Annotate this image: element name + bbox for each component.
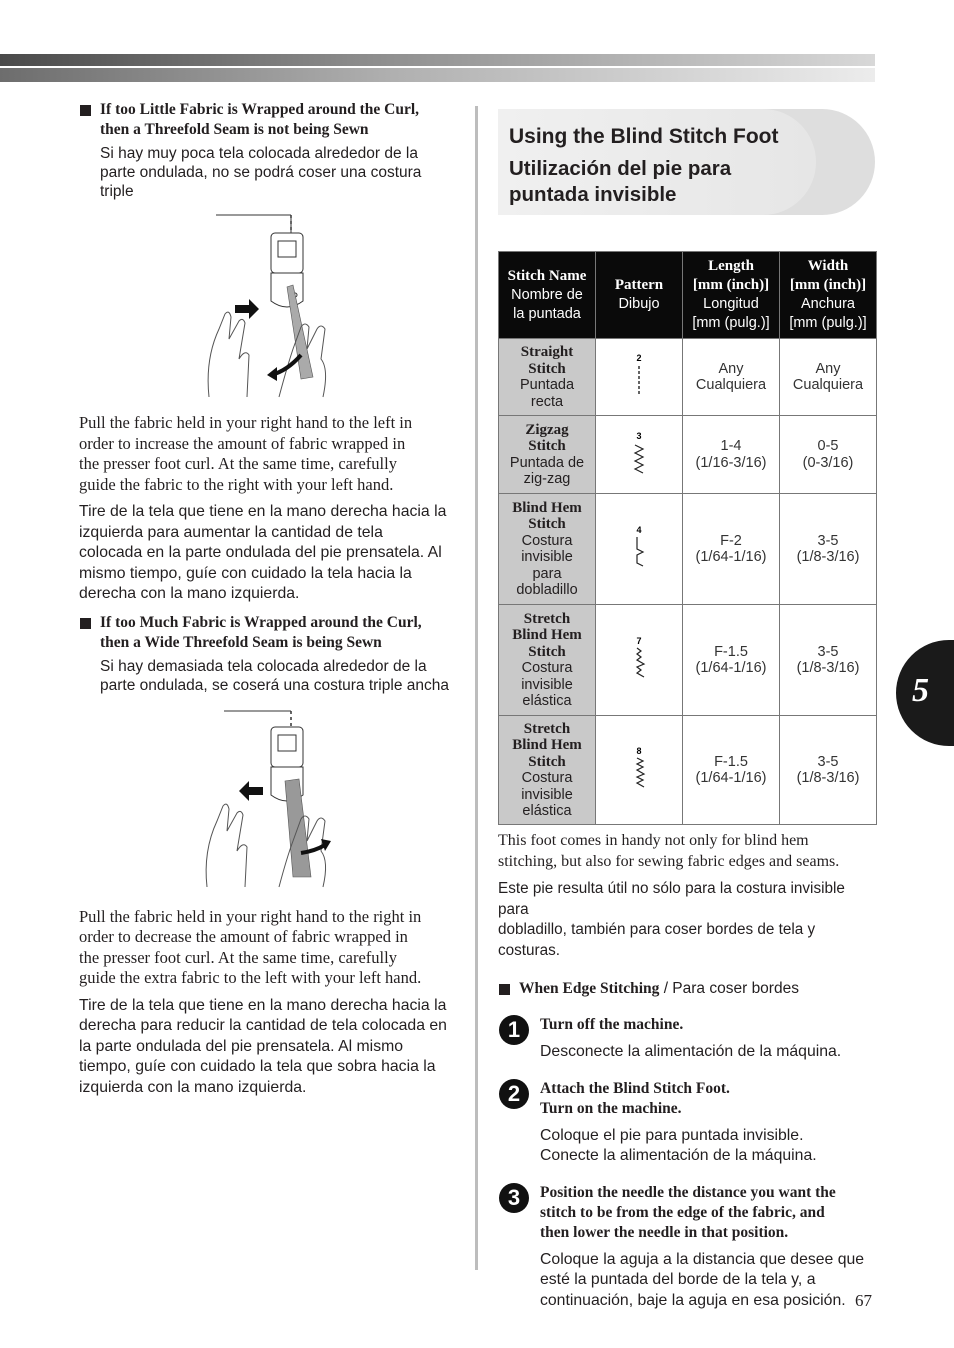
step-1 (498, 1015, 878, 1063)
step-3 (498, 1183, 878, 1312)
stitch-length: F-2 (1/64-1/16) (683, 494, 780, 605)
step-list (498, 1015, 878, 1311)
stitch-name: Zigzag Stitch Puntada de zig-zag (499, 416, 596, 494)
table-row (499, 339, 877, 416)
edge-stitching-heading: When Edge Stitching / Para coser bordes (498, 979, 878, 999)
header-width: Width [mm (inch)] Anchura [mm (pulg.)] (780, 252, 877, 339)
stitch-pattern (596, 716, 683, 825)
instruction-en-2: Pull the fabric held in your right hand to the right in order to decrease the amount of fabric wrapped in the presser foot curl. At the same time, carefully guide the extra fabric to the left with your left hand. (79, 906, 422, 987)
step-number-1: 1 (499, 1015, 529, 1045)
step-2 (498, 1079, 878, 1167)
section-title-en: Using the Blind Stitch Foot (509, 125, 779, 148)
stitch-name: Blind Hem Stitch Costura invisible para dobladillo (499, 494, 596, 605)
instruction-en-1: Pull the fabric held in your right hand to the left in order to increase the amount of fabric wrapped in the presser foot curl. At the same time, carefully guide the fabric to the right with your left hand. (79, 413, 413, 494)
stitch-name: Stretch Blind Hem Stitch Costura invisible elástica (499, 716, 596, 825)
step-1-es: Desconecte la alimentación de la máquina. (540, 1043, 842, 1060)
stitch-width: 0-5 (0-3/16) (780, 416, 877, 494)
page-number: 67 (855, 1291, 872, 1310)
stretch-blind-hem-stitch-icon (629, 746, 649, 790)
stitch-length: 1-4 (1/16-3/16) (683, 416, 780, 494)
stitch-length: Any Cualquiera (683, 339, 780, 416)
illustration-pull-left (79, 209, 459, 405)
section-title-box (498, 109, 875, 215)
stitch-length: F-1.5 (1/64-1/16) (683, 605, 780, 716)
table-row (499, 416, 877, 494)
stitch-table (498, 251, 877, 825)
table-row (499, 605, 877, 716)
svg-text:7: 7 (636, 636, 642, 646)
stitch-width: 3-5 (1/8-3/16) (780, 716, 877, 825)
header-pattern: Pattern Dibujo (596, 252, 683, 339)
stitch-pattern (596, 494, 683, 605)
step-number-2: 2 (499, 1079, 529, 1109)
svg-text:8: 8 (636, 746, 642, 756)
stitch-pattern (596, 339, 683, 416)
instruction-es-1: Tire de la tela que tiene en la mano derecha hacia la izquierda para aumentar la cantidad de tela colocada en la parte ondulada del pie prensatela. Al mismo tiempo, guíe con cuidado la tela hacia la derecha con la mano izquierda. (79, 503, 447, 602)
table-row (499, 716, 877, 825)
section-heading-too-much: If too Much Fabric is Wrapped around the Curl, then a Wide Threefold Seam is being Sewn (79, 613, 459, 653)
stitch-name: Straight Stitch Puntada recta (499, 339, 596, 416)
stitch-pattern (596, 605, 683, 716)
header-bar-light (0, 68, 875, 82)
illustration-pull-right (79, 701, 459, 897)
header-bar-dark (0, 54, 875, 66)
instruction-es-2: Tire de la tela que tiene en la mano derecha hacia la derecha para reducir la cantidad de tela colocada en la parte ondulada del pie prensatela. Al mismo tiempo, guíe con cuidado la tela que sobra hacia la izquierda con la mano izquierda. (79, 996, 447, 1096)
stitch-length: F-1.5 (1/64-1/16) (683, 716, 780, 825)
stitch-name: Stretch Blind Hem Stitch Costura invisible elástica (499, 605, 596, 716)
table-row (499, 494, 877, 605)
left-column (79, 100, 459, 1098)
section-subheading-es-2: Si hay demasiada tela colocada alrededor de la parte ondulada, se coserá una costura triple ancha (100, 657, 449, 694)
stitch-width: 3-5 (1/8-3/16) (780, 605, 877, 716)
intro-es: Este pie resulta útil no sólo para la costura invisible para dobladillo, también para coser bordes de tela y costuras. (498, 880, 845, 959)
svg-text:4: 4 (636, 525, 642, 535)
stretch-blind-hem-stitch-icon (629, 636, 649, 680)
section-title-es: Utilización del pie para puntada invisible (509, 157, 732, 206)
svg-text:2: 2 (636, 353, 642, 363)
section-subheading-es: Si hay muy poca tela colocada alrededor de la parte ondulada, no se podrá coser una costura triple (100, 145, 422, 200)
blind-hem-stitch-icon (629, 525, 649, 569)
section-heading-too-little: If too Little Fabric is Wrapped around the Curl, then a Threefold Seam is not being Sewn (79, 100, 459, 140)
straight-stitch-icon (629, 353, 649, 397)
stitch-pattern (596, 416, 683, 494)
step-2-es: Coloque el pie para puntada invisible. Conecte la alimentación de la máquina. (540, 1126, 817, 1164)
step-1-heading: Turn off the machine. (540, 1016, 684, 1033)
intro-en: This foot comes in handy not only for blind hem stitching, but also for sewing fabric edges and seams. (498, 832, 840, 870)
stitch-width: 3-5 (1/8-3/16) (780, 494, 877, 605)
table-header-row (499, 252, 877, 339)
stitch-width: Any Cualquiera (780, 339, 877, 416)
chapter-number: 5 (912, 672, 929, 709)
column-divider (475, 106, 478, 1270)
step-3-es: Coloque la aguja a la distancia que desee que esté la puntada del borde de la tela y, a continuación, baje la aguja en esa posición. (540, 1250, 865, 1309)
step-2-heading: Attach the Blind Stitch Foot. Turn on the machine. (540, 1079, 730, 1117)
right-column (498, 100, 878, 1311)
header-stitch-name: Stitch Name Nombre de la puntada (499, 252, 596, 339)
zigzag-stitch-icon (629, 431, 649, 475)
step-number-3: 3 (499, 1183, 529, 1213)
header-length: Length [mm (inch)] Longitud [mm (pulg.)] (683, 252, 780, 339)
step-3-heading: Position the needle the distance you want the stitch to be from the edge of the fabric, and then lower the needle in that position. (540, 1183, 836, 1241)
svg-text:3: 3 (636, 430, 642, 441)
